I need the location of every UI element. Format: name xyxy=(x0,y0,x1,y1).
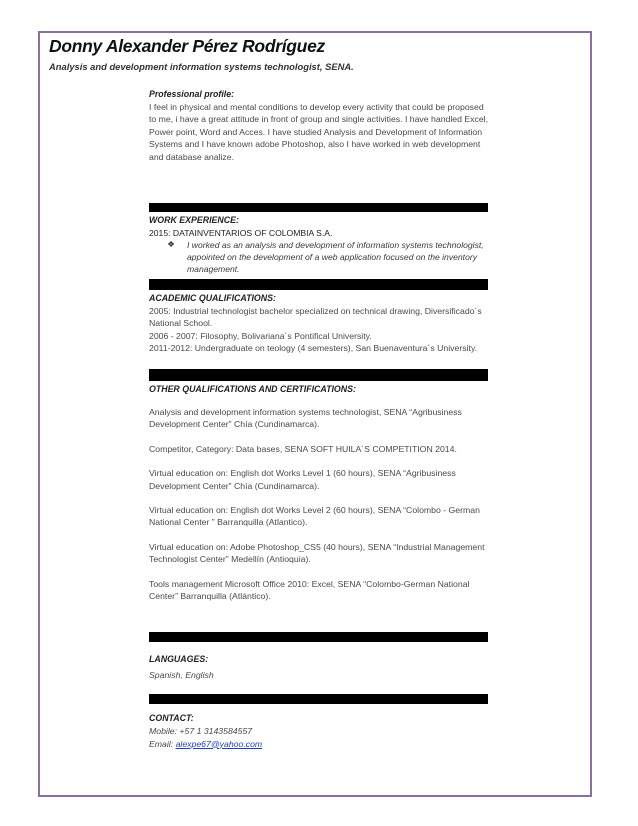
academic-item: 2006 - 2007: Filosophy, Bolivariana´s Pontifical University. xyxy=(149,330,372,341)
other-item: Analysis and development information systems technologist, SENA “Agribusiness Development Center” Chía (Cundinamarca). xyxy=(149,407,462,430)
contact-mobile: Mobile: +57 1 3143584557 xyxy=(149,726,253,736)
academic-list xyxy=(149,305,489,355)
work-job-title: 2015: DATAINVENTARIOS OF COLOMBIA S.A. xyxy=(149,228,333,238)
section-divider-academic xyxy=(149,279,488,290)
profile-section xyxy=(149,89,489,163)
contact-email-link[interactable]: alexpe67@yahoo.com xyxy=(175,738,263,749)
academic-heading: ACADEMIC QUALIFICATIONS: xyxy=(149,293,276,303)
languages-heading: LANGUAGES: xyxy=(149,654,209,664)
profile-heading: Professional profile: xyxy=(149,89,235,99)
contact-email-label: Email: xyxy=(149,738,174,749)
work-bullet-text: I worked as an analysis and development of information systems technologist, appointed on the development of a web application focused on the inventory management. xyxy=(187,240,484,275)
candidate-subtitle: Analysis and development information systems technologist, SENA. xyxy=(49,61,354,72)
section-divider-work xyxy=(149,203,488,212)
diamond-bullet-icon: ❖ xyxy=(167,239,175,249)
other-item: Competitor, Category: Data bases, SENA SOFT HUILA´S COMPETITION 2014. xyxy=(149,443,457,454)
other-section xyxy=(149,384,489,602)
other-item: Virtual education on: Adobe Photoshop_CS5 (40 hours), SENA “Industrial Management Technologist Center” Medellín (Antioquia). xyxy=(149,541,485,565)
other-item: Virtual education on: English dot Works Level 1 (60 hours), SENA “Agribusiness Development Center” Chía (Cundinamarca). xyxy=(149,468,456,491)
work-section xyxy=(149,215,489,276)
academic-item: 2011-2012: Undergraduate on teology (4 semesters), San Buenaventura´s University. xyxy=(149,343,478,354)
other-item: Virtual education on: English dot Works Level 2 (60 hours), SENA “Colombo - German National Center ” Barranquilla (Atlantico). xyxy=(149,505,480,528)
work-heading: WORK EXPERIENCE: xyxy=(149,215,239,225)
academic-item: 2005: Industrial technologist bachelor specialized on technical drawing, Diversificado´s National School. xyxy=(149,306,482,329)
contact-email-line xyxy=(149,738,489,751)
other-heading: OTHER QUALIFICATIONS AND CERTIFICATIONS: xyxy=(149,384,356,394)
section-divider-contact xyxy=(149,694,488,704)
work-bullet xyxy=(149,239,489,276)
section-divider-languages xyxy=(149,632,488,642)
languages-text: Spanish, English xyxy=(149,670,214,680)
other-item: Tools management Microsoft Office 2010: Excel, SENA “Colombo-German National Center” Barranquilla (Atlántico). xyxy=(149,578,470,602)
contact-section xyxy=(149,713,489,750)
candidate-name: Donny Alexander Pérez Rodríguez xyxy=(49,36,325,56)
contact-heading: CONTACT: xyxy=(149,713,194,723)
other-list xyxy=(149,406,489,602)
languages-section xyxy=(149,654,489,682)
section-divider-other xyxy=(149,369,488,381)
profile-text: I feel in physical and mental conditions to develop every activity that could be proposed to me, i have a great attitude in front of group and single activities. I have handled Excel, Power point, Word and Acces. I have studied Analysis and Development of Information Systems and I have known adobe Photoshop, also I have worked in web development and database analize. xyxy=(149,102,489,162)
academic-section xyxy=(149,293,489,355)
